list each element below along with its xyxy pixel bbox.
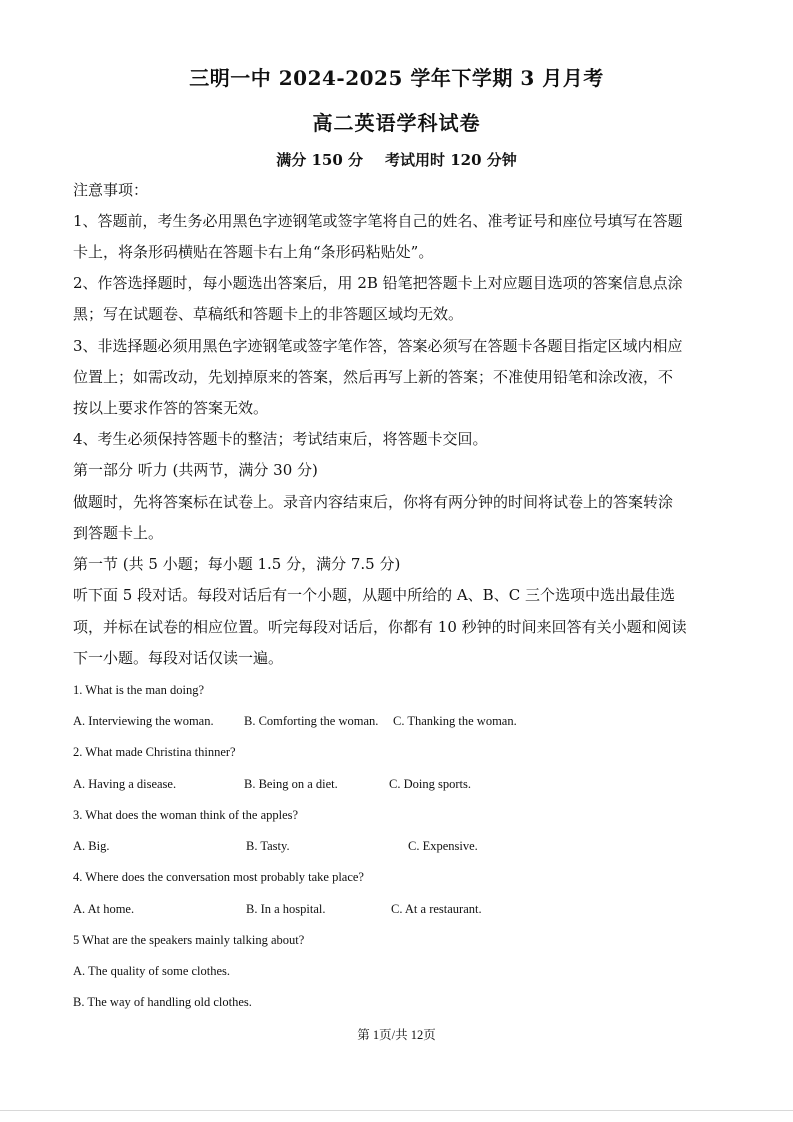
question-5-option-b: B. The way of handling old clothes. [73, 995, 252, 1009]
score-time-line [0, 149, 793, 170]
part1-intro-line-1: 做题时，先将答案标在试卷上。录音内容结束后，你将有两分钟的时间将试卷上的答案转涂 [73, 493, 674, 511]
notice-item-3-line-2: 位置上；如需改动，先划掉原来的答案，然后再写上新的答案；不准使用铅笔和涂改液，不 [73, 368, 674, 386]
question-5-option-a: A. The quality of some clothes. [73, 964, 231, 978]
part1-heading: 第一部分 听力 (共两节，满分 30 分) [73, 461, 318, 479]
question-2: 2. What made Christina thinner? [73, 745, 236, 759]
page-bottom-divider [0, 1110, 793, 1111]
exam-subtitle: 高二英语学科试卷 [312, 111, 481, 135]
question-3-option-a: A. Big. [73, 839, 110, 853]
question-3-option-b: B. Tasty. [246, 839, 290, 853]
section1-instructions-line-2: 项，并标在试卷的相应位置。听完每段对话后，你都有 10 秒钟的时间来回答有关小题和阅读 [73, 618, 687, 636]
page-number: 第 1页/共 12页 [357, 1028, 436, 1042]
question-4-option-c: C. At a restaurant. [391, 902, 482, 916]
section1-instructions-line-1: 听下面 5 段对话。每段对话后有一个小题，从题中所给的 A、B、C 三个选项中选出最佳选 [73, 586, 675, 604]
question-4-option-a: A. At home. [73, 902, 135, 916]
question-2-option-c: C. Doing sports. [389, 777, 471, 791]
notice-item-2-line-1: 2、作答选择题时，每小题选出答案后，用 2B 铅笔把答题卡上对应题目选项的答案信息点涂 [73, 274, 683, 292]
notice-item-3-line-3: 按以上要求作答的答案无效。 [73, 399, 269, 417]
question-3: 3. What does the woman think of the apples? [73, 808, 299, 822]
notice-item-3-line-1: 3、非选择题必须用黑色字迹钢笔或签字笔作答，答案必须写在答题卡各题目指定区域内相应 [73, 337, 683, 355]
full-score: 满分 150 分 [276, 151, 363, 169]
question-3-option-c: C. Expensive. [408, 839, 478, 853]
question-2-option-a: A. Having a disease. [73, 777, 177, 791]
notice-item-2-line-2: 黑；写在试题卷、草稿纸和答题卡上的非答题区域均无效。 [73, 305, 464, 323]
question-1: 1. What is the man doing? [73, 683, 204, 697]
section1-heading: 第一节 (共 5 小题；每小题 1.5 分，满分 7.5 分) [73, 555, 401, 573]
notice-heading: 注意事项： [73, 181, 149, 199]
question-4-option-b: B. In a hospital. [246, 902, 326, 916]
exam-duration: 考试用时 120 分钟 [385, 151, 517, 169]
question-4: 4. Where does the conversation most probably take place? [73, 870, 364, 884]
question-2-option-b: B. Being on a diet. [244, 777, 338, 791]
section1-instructions-line-3: 下一小题。每段对话仅读一遍。 [73, 649, 284, 667]
notice-item-4: 4、考生必须保持答题卡的整洁；考试结束后，将答题卡交回。 [73, 430, 488, 448]
notice-item-1-line-2: 卡上，将条形码横贴在答题卡右上角“条形码粘贴处”。 [73, 243, 434, 261]
exam-title: 三明一中 2024-2025 学年下学期 3 月月考 [189, 66, 604, 90]
question-5: 5 What are the speakers mainly talking about? [73, 933, 305, 947]
question-1-option-c: C. Thanking the woman. [393, 714, 517, 728]
question-1-option-b: B. Comforting the woman. [244, 714, 379, 728]
question-1-option-a: A. Interviewing the woman. [73, 714, 214, 728]
notice-item-1-line-1: 1、答题前，考生务必用黑色字迹钢笔或签字笔将自己的姓名、准考证号和座位号填写在答题 [73, 212, 683, 230]
part1-intro-line-2: 到答题卡上。 [73, 524, 164, 542]
